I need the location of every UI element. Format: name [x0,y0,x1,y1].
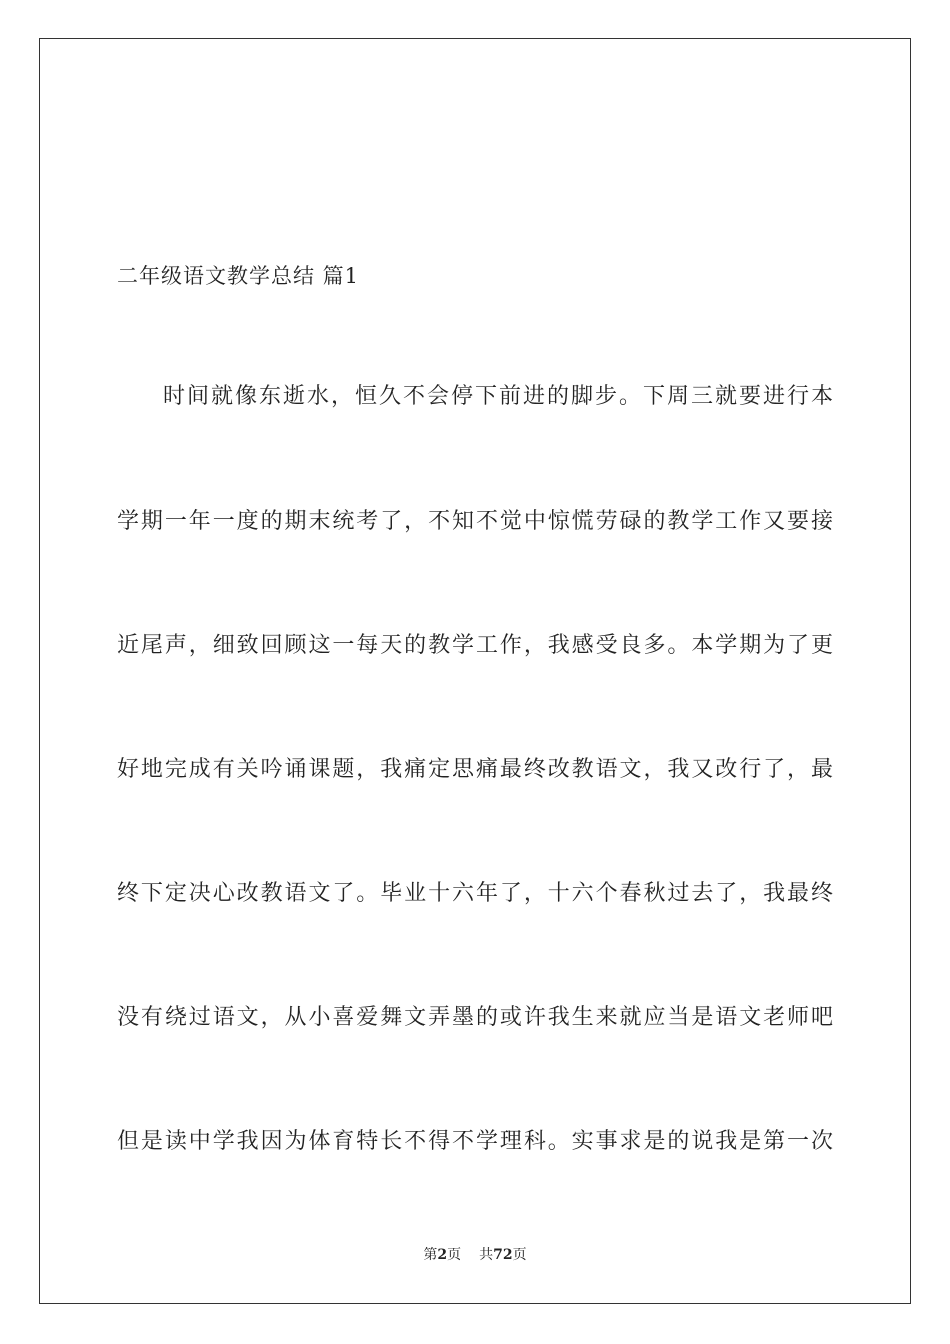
page-prefix: 第 [423,1247,438,1263]
paragraph-line: 学期一年一度的期末统考了，不知不觉中惊慌劳碌的教学工作又要接 [117,509,833,534]
total-pages: 72 [493,1247,513,1263]
paragraph-line: 好地完成有关吟诵课题，我痛定思痛最终改教语文，我又改行了，最 [117,757,833,782]
total-suffix: 页 [512,1247,527,1263]
paragraph-line: 没有绕过语文，从小喜爱舞文弄墨的或许我生来就应当是语文老师吧 [117,1005,833,1030]
page-number: 2 [437,1247,448,1263]
total-prefix: 共 [479,1247,494,1263]
page-border [39,38,911,1304]
page-suffix: 页 [447,1247,462,1263]
paragraph-line: 但是读中学我因为体育特长不得不学理科。实事求是的说我是第一次 [117,1129,833,1154]
paragraph-line: 终下定决心改教语文了。毕业十六年了，十六个春秋过去了，我最终 [117,881,833,906]
paragraph-line: 时间就像东逝水，恒久不会停下前进的脚步。下周三就要进行本 [163,384,833,409]
paragraph-line: 近尾声，细致回顾这一每天的教学工作，我感受良多。本学期为了更 [117,633,833,658]
section-heading: 二年级语文教学总结 篇1 [117,264,360,288]
page-footer [0,1245,950,1265]
